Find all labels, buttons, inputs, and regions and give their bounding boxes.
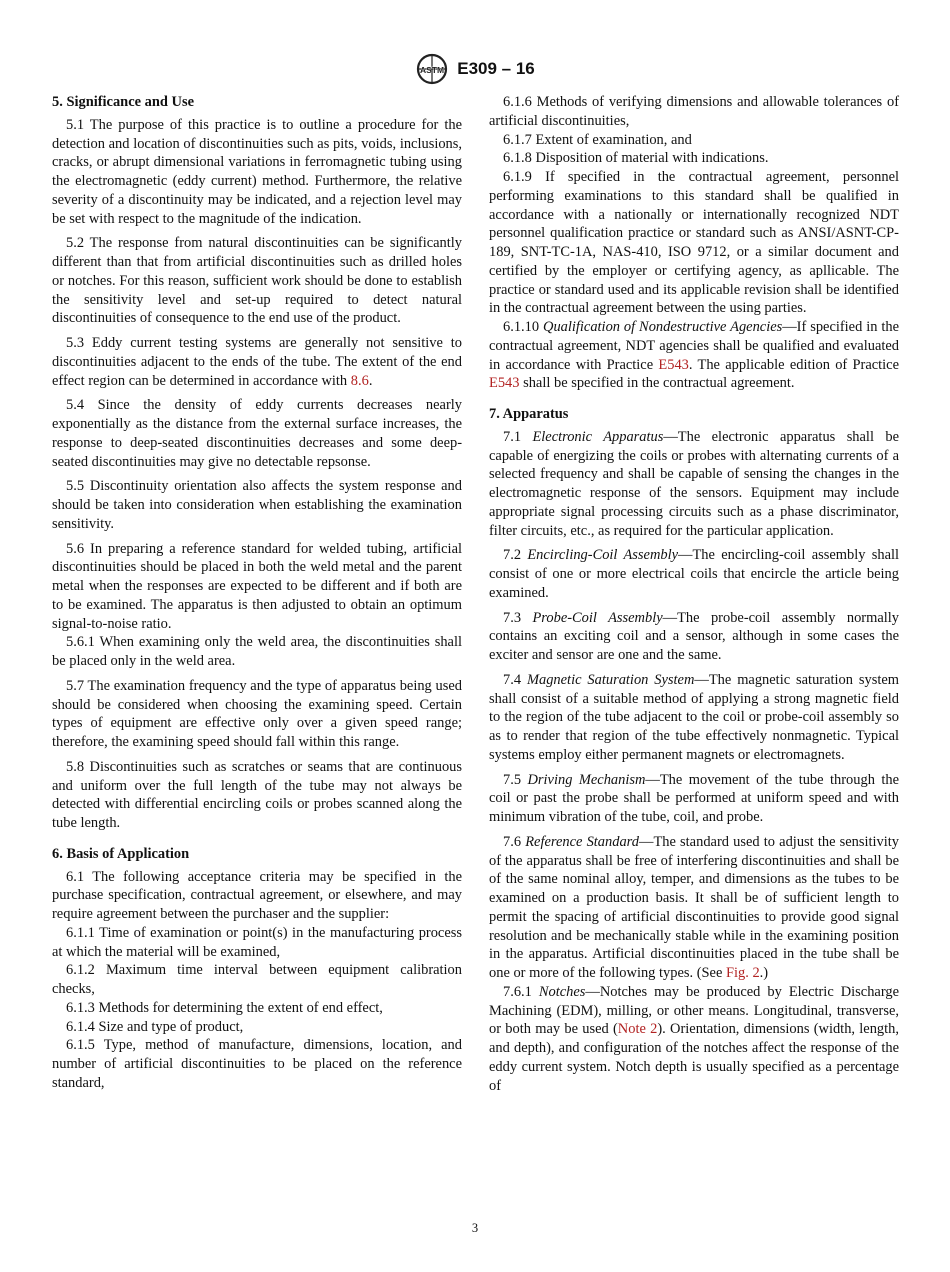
paragraph-7-3 (489, 609, 899, 665)
astm-logo-icon (415, 53, 449, 85)
paragraph-7-6-end: .) (759, 965, 769, 981)
section-7-heading: 7. Apparatus (489, 406, 569, 422)
paragraph-5-4: 5.4 Since the density of eddy currents decreases nearly exponentially as the distance from the external surface increases, the response to deep-seated discontinuities decreases and some deep-seated discontinuities may give no detectable repsonse. (52, 397, 462, 470)
link-e543-first[interactable]: E543 (658, 356, 689, 373)
paragraph-7-6-1-number: 7.6.1 (503, 983, 539, 1000)
paragraph-5-5: 5.5 Discontinuity orientation also affects the system response and should be taken into consideration when establishing the examination sensitivity. (52, 478, 462, 532)
paragraph-7-6-1 (489, 983, 899, 1096)
page-number: 3 (471, 1221, 479, 1235)
paragraph-5-3-text: 5.3 Eddy current testing systems are generally not sensitive to discontinuities adjacent to the ends of the tube. The extent of the end effect region can be determined in accordance with (52, 335, 462, 389)
paragraph-5-6: 5.6 In preparing a reference standard for welded tubing, artificial discontinuities should be placed in both the weld metal and the parent metal when the responses are expected to be different and if both are to be examined. The apparatus is then adjusted to obtain an optimum signal-to-noise ratio. (52, 540, 462, 632)
paragraph-6-1-9: 6.1.9 If specified in the contractual agreement, personnel performing examinations to this standard shall be qualified in accordance with a nationally or internationally recognized NDT personnel qualification practice or standard such as ANSI/ASNT-CP-189, SNT-TC-1A, NAS-410, ISO 9712, or a similar document and certified by the employer or certifying agency, as apllicable. The practice or standard used and its applicable revision shall be identified in the contractual agreement between the using parties. (489, 169, 899, 317)
paragraph-7-6-1-text-a: —Notches may be produced by Electric Discharge Machining (EDM), milling, or other means. Longitudinal, transverse, or both may be used ( (489, 983, 899, 1038)
paragraph-7-5-number: 7.5 (503, 771, 528, 788)
paragraph-6-1-7: 6.1.7 Extent of examination, and (503, 131, 692, 148)
paragraph-6-1-10-number: 6.1.10 (503, 319, 544, 335)
paragraph-6-1-8: 6.1.8 Disposition of material with indications. (503, 150, 769, 167)
paragraph-7-3-text: —The probe-coil assembly normally contains an exciting coil and a sensor, although in some cases the exciter and sensor are one and the same. (489, 609, 899, 663)
astm-logo-text: ASTM (420, 65, 445, 75)
paragraph-7-4 (489, 671, 899, 765)
section-6-heading: 6. Basis of Application (52, 845, 190, 862)
paragraph-7-6-1-title: Notches (538, 983, 586, 1000)
paragraph-6-1-10-text-b: . The applicable edition of Practice (688, 356, 899, 373)
paragraph-7-2-title: Encircling-Coil Assembly (527, 547, 679, 564)
paragraph-6-1-6: 6.1.6 Methods of verifying dimensions and allowable tolerances of artificial discontinuities, (489, 94, 899, 129)
page-header (0, 52, 950, 86)
paragraph-7-3-title: Probe-Coil Assembly (532, 609, 663, 626)
paragraph-7-2-number: 7.2 (503, 547, 528, 564)
paragraph-7-1 (489, 428, 899, 541)
paragraph-7-6-text: —The standard used to adjust the sensitivity of the apparatus shall be free of interfering discontinuities and shall be of the same nominal alloy, temper, and dimensions as the tubes to be examined on a production basis. It shall be of sufficient length to permit the spacing of artificial discontinuities to provide good signal resolution and be mechanically stable while in the examining position in the apparatus. Artificial discontinuities placed in the tube shall be one or more of the following types. (See (489, 833, 900, 981)
paragraph-7-5-text: —The movement of the tube through the coil or past the probe shall be performed at uniform speed and with minimum vibration of the tube, coil, and probe. (489, 771, 900, 825)
section-5-heading: 5. Significance and Use (52, 94, 194, 110)
paragraph-6-1-10 (489, 318, 899, 393)
paragraph-6-1-2: 6.1.2 Maximum time interval between equipment calibration checks, (52, 962, 462, 997)
paragraph-7-1-text: —The electronic apparatus shall be capable of energizing the coils or probes with alternating currents of a selected frequency and shall be capable of sensing the changes in the electromagnetic response of the sensors. Equipment may include appropriate signal processing circuits such as a phase discriminator, filter circuits, etc., as required for the particular application. (489, 428, 899, 539)
paragraph-6-1-3: 6.1.3 Methods for determining the extent of end effect, (66, 999, 383, 1016)
paragraph-5-6-1: 5.6.1 When examining only the weld area, the discontinuities shall be placed only in the weld area. (52, 634, 462, 669)
paragraph-6-1-5: 6.1.5 Type, method of manufacture, dimensions, location, and number of artificial discontinuities to be placed on the reference standard, (52, 1037, 462, 1091)
paragraph-6-1: 6.1 The following acceptance criteria may be specified in the purchase specification, contractual agreement, or elsewhere, and may require agreement between the purchaser and the supplier: (52, 868, 462, 922)
paragraph-5-8: 5.8 Discontinuities such as scratches or seams that are continuous and uniform over the full length of the tube may not always be detected with differential encircling coils or probes scanned along the tube length. (52, 758, 462, 831)
paragraph-7-6 (489, 833, 899, 983)
paragraph-5-3-end: . (368, 372, 373, 389)
link-note-2[interactable]: Note 2 (617, 1021, 658, 1038)
paragraph-6-1-10-text-c: shall be specified in the contractual agreement. (519, 375, 795, 392)
left-column (52, 93, 462, 1093)
paragraph-6-1-10-title: Qualification of Nondestructive Agencies (543, 319, 783, 335)
paragraph-7-1-number: 7.1 (503, 428, 533, 445)
paragraph-7-5 (489, 771, 899, 827)
link-fig-2[interactable]: Fig. 2 (725, 965, 760, 981)
paragraph-7-2 (489, 546, 899, 602)
paragraph-7-4-number: 7.4 (503, 671, 527, 688)
paragraph-7-5-title: Driving Mechanism (527, 771, 646, 788)
paragraph-7-1-title: Electronic Apparatus (532, 428, 664, 445)
link-e543-second[interactable]: E543 (489, 375, 520, 392)
paragraph-7-3-number: 7.3 (503, 609, 533, 626)
paragraph-6-1-10-text-a: —If specified in the contractual agreement, NDT agencies shall be qualified and evaluated in accordance with Practice (489, 319, 899, 373)
paragraph-6-1-1: 6.1.1 Time of examination or point(s) in the manufacturing process at which the material will be examined, (52, 924, 462, 960)
paragraph-5-3 (52, 334, 462, 390)
paragraph-5-7: 5.7 The examination frequency and the type of apparatus being used should be considered when choosing the examining speed. Certain types of equipment are effective only over a given speed range; therefore, the examining speed should fall within this range. (52, 677, 462, 750)
paragraph-7-4-text: —The magnetic saturation system shall consist of a suitable method of applying a strong magnetic field to the region of the tube adjacent to the coil or probe-coil assembly so as to render that region of the tube effectively nonmagnetic. Typical systems employ either permanent magnets or electromagnets. (489, 671, 899, 763)
paragraph-7-6-number: 7.6 (503, 833, 526, 850)
paragraph-7-2-text: —The encircling-coil assembly shall consist of one or more electrical coils that encircle the article being examined. (489, 547, 900, 601)
document-id: E309 – 16 (457, 59, 535, 78)
paragraph-5-2: 5.2 The response from natural discontinuities can be significantly different than that from artificial discontinuities such as drilled holes or notches. For this reason, sufficient work should be done to establish the sensitivity level and set-up required to detect natural discontinuities of consequence to the end use of the product. (52, 235, 462, 327)
paragraph-6-1-4: 6.1.4 Size and type of product, (66, 1018, 244, 1035)
paragraph-5-1: 5.1 The purpose of this practice is to outline a procedure for the detection and location of discontinuities such as pits, voids, inclusions, cracks, or abrupt dimensional variations in ferromagnetic tubing using the electromagnetic (eddy current) method. Furthermore, the relative severity of a discontinuity may be indicated, and a rejection level may be set with respect to the magnitude of the indication. (52, 116, 462, 227)
paragraph-7-6-1-text-b: ). Orientation, dimensions (width, length, and depth), and configuration of the notches affect the response of the eddy current system. Notch depth is usually specified as a percentage of (489, 1021, 899, 1094)
link-section-8-6[interactable]: 8.6 (350, 372, 369, 389)
paragraph-7-6-title: Reference Standard (525, 833, 639, 850)
right-column (489, 93, 899, 1095)
paragraph-7-4-title: Magnetic Saturation System (526, 671, 695, 688)
